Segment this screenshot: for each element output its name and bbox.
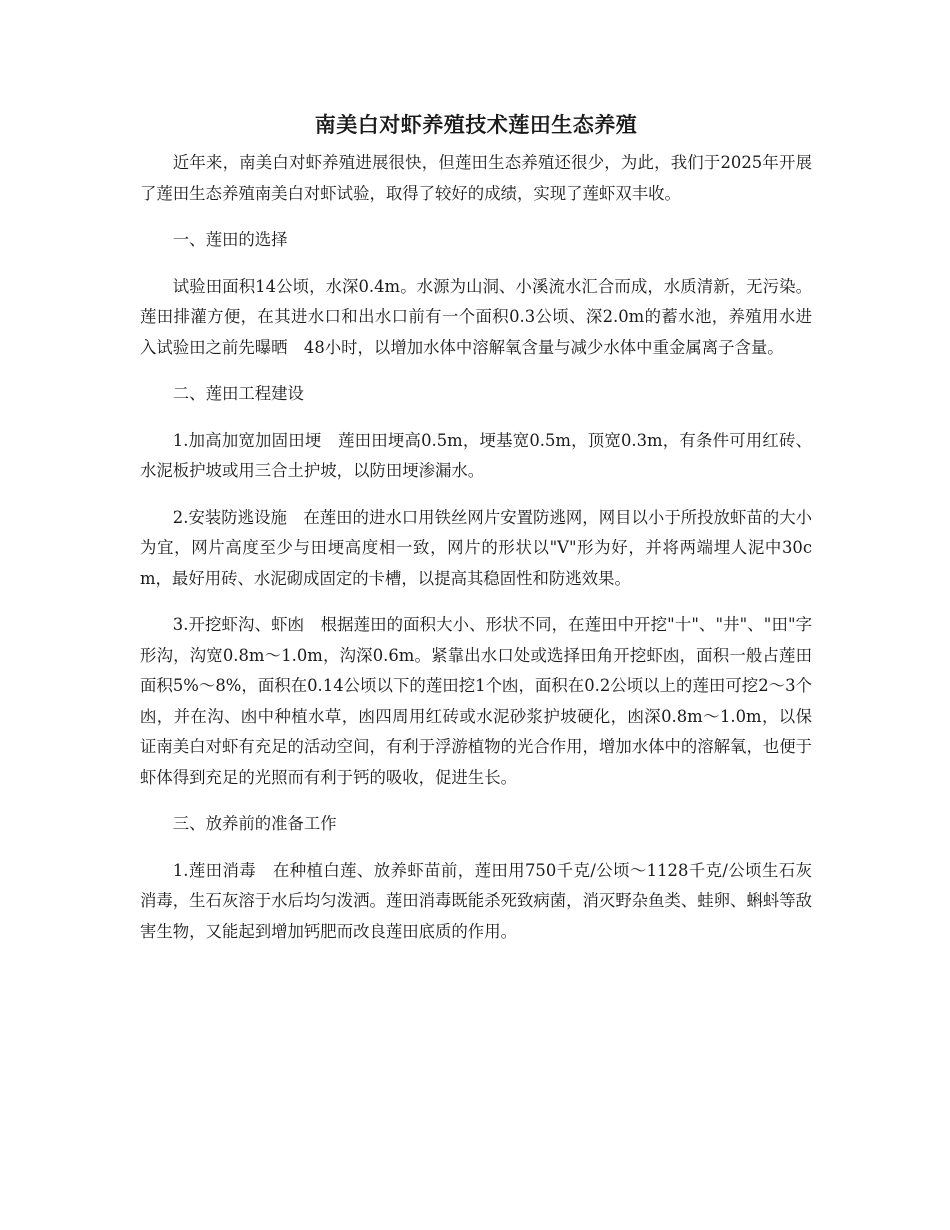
section-2-item-1: 1.加高加宽加固田埂 莲田田埂高0.5m，埂基宽0.5m，顶宽0.3m，有条件可用红砖、水泥板护坡或用三合土护坡，以防田埂渗漏水。 — [140, 430, 812, 480]
section-1-paragraph: 试验田面积14公顷，水深0.4m。水源为山洞、小溪流水汇合而成，水质清新，无污染。莲田排灌方便，在其进水口和出水口前有一个面积0.3公顷、深2.0m的蓄水池，养殖用水进入试验田之前先曝晒 48小时，以增加水体中溶解氧含量与减少水体中重金属离子含量。 — [140, 276, 812, 357]
intro-paragraph: 近年来，南美白对虾养殖进展很快，但莲田生态养殖还很少，为此，我们于2025年开展了莲田生态养殖南美白对虾试验，取得了较好的成绩，实现了莲虾双丰收。 — [140, 153, 812, 203]
document-title: 南美白对虾养殖技术莲田生态养殖 — [314, 113, 638, 137]
section-2-item-3: 3.开挖虾沟、虾凼 根据莲田的面积大小、形状不同，在莲田中开挖"十"、"井"、"田"字形沟，沟宽0.8m～1.0m，沟深0.6m。紧靠出水口处或选择田角开挖虾凼，面积一般占莲田面积5%～8%，面积在0.14公顷以下的莲田挖1个凼，面积在0.2公顷以上的莲田可挖2～3个凼，并在沟、凼中种植水草，凼四周用红砖或水泥砂浆护坡硬化，凼深0.8m～1.0m，以保证南美白对虾有充足的活动空间，有利于浮游植物的光合作用，增加水体中的溶解氧，也便于虾体得到充足的光照而有利于钙的吸收，促进生长。 — [140, 615, 813, 787]
section-3-item-1: 1.莲田消毒 在种植白莲、放养虾苗前，莲田用750千克/公顷～1128千克/公顷生石灰消毒，生石灰溶于水后均匀泼洒。莲田消毒既能杀死致病菌，消灭野杂鱼类、蛙卵、蝌蚪等敌害生物，又能起到增加钙肥而改良莲田底质的作用。 — [140, 860, 813, 941]
section-heading-1: 一、莲田的选择 — [172, 230, 288, 249]
section-heading-2: 二、莲田工程建设 — [172, 384, 304, 403]
section-heading-3: 三、放养前的准备工作 — [172, 814, 337, 833]
section-2-item-2: 2.安装防逃设施 在莲田的进水口用铁丝网片安置防逃网，网目以小于所投放虾苗的大小为宜，网片高度至少与田埂高度相一致，网片的形状以"V"形为好，并将两端埋人泥中30cm，最好用砖、水泥砌成固定的卡槽，以提高其稳固性和防逃效果。 — [140, 507, 812, 588]
document-page — [140, 110, 812, 963]
